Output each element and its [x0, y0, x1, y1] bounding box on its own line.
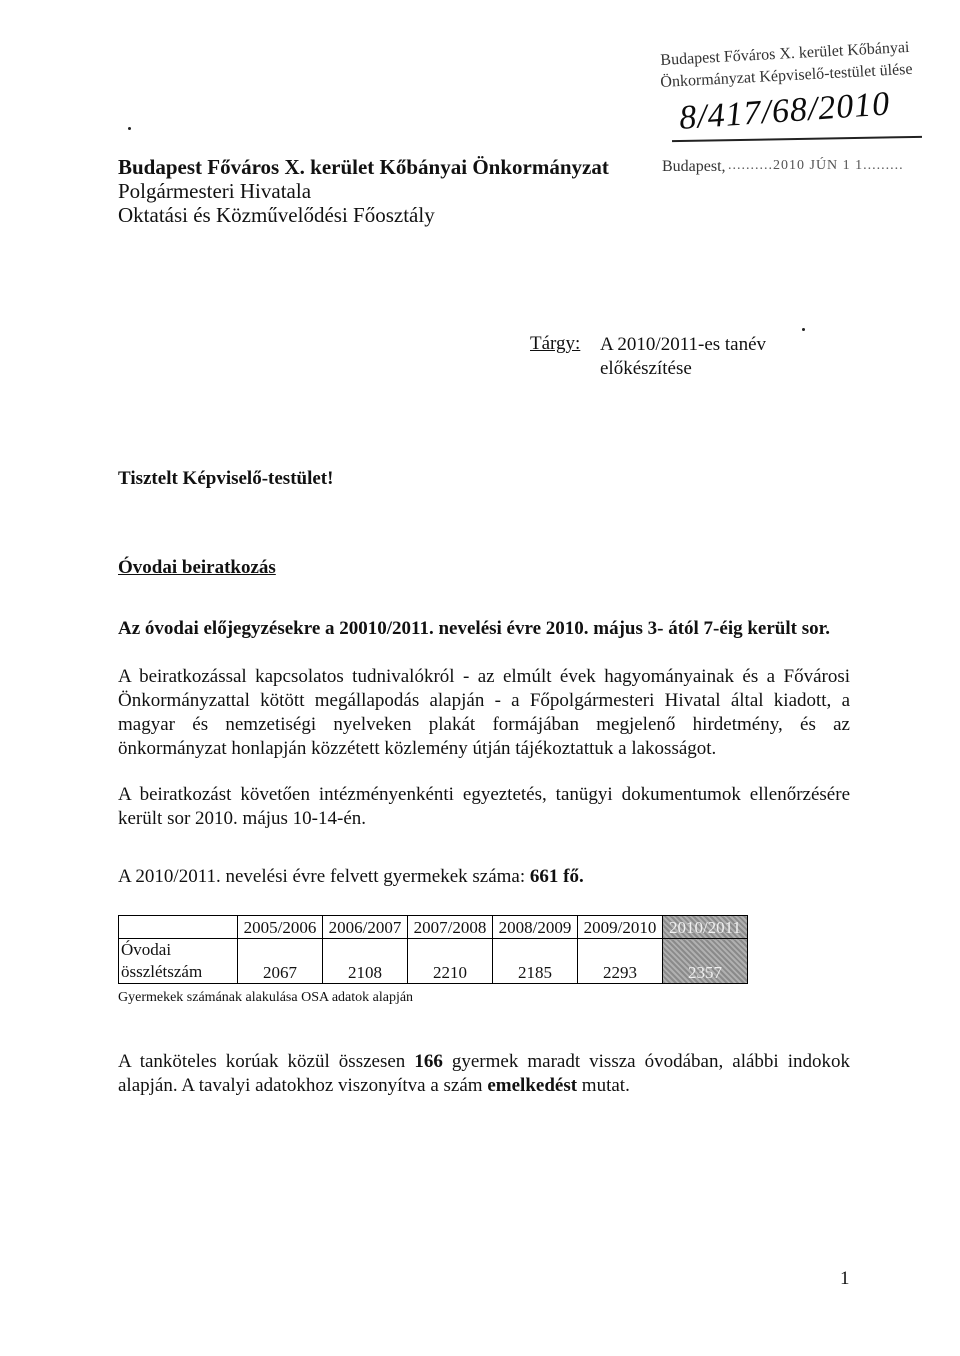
retained-text-c: gyermek maradt vissza óvodában, alábbi indokok alapján. A tavalyi adatokhoz viszonyítva a szám: [118, 1051, 850, 1096]
sender-header: [118, 155, 609, 227]
stamp-city: Budapest,: [662, 158, 726, 175]
retained-trend: emelkedést: [487, 1075, 578, 1096]
row-label-cell: [119, 939, 238, 984]
registration-underline: [672, 136, 922, 142]
sender-line-2: Polgármesteri Hivatala: [118, 179, 312, 203]
subject-value: [600, 333, 766, 381]
value-cell: 2185: [493, 939, 578, 984]
stamp-line-2: Önkormányzat Képviselő-testület ülése: [660, 60, 913, 91]
year-cell: 2005/2006: [238, 916, 323, 939]
retained-count: 166: [414, 1051, 443, 1072]
year-cell: 2008/2009: [493, 916, 578, 939]
table-header-row: [119, 916, 748, 939]
value-cell-current: 2357: [663, 939, 748, 984]
paragraph-information: A beiratkozással kapcsolatos tudnivalókról - az elmúlt évek hagyományainak és a Fővárosi Önkormányzattal kötött megállapodás alapján - a Főpolgármesteri Hivatal által kiadott, a magyar és nemzetiségi nyelveken plakát formájában megjelenő hirdetmény, és az önkormányzat honlapján közzétett közlemény útján tájékoztattuk a lakosságot.: [118, 666, 850, 759]
row-label-line-1: Óvodai: [121, 940, 172, 959]
scan-dot: [128, 127, 131, 130]
subject-value-line-1: A 2010/2011-es tanév: [600, 334, 767, 355]
page-number: 1: [840, 1268, 850, 1289]
retained-text-a: A tanköteles korúak közül összesen: [118, 1051, 415, 1072]
admitted-text: A 2010/2011. nevelési évre felvett gyermekek száma:: [118, 866, 530, 887]
year-cell: 2009/2010: [578, 916, 663, 939]
admitted-value: 661 fő.: [529, 866, 584, 887]
stamp-date: ..........2010 JÚN 1 1.........: [728, 158, 904, 173]
sender-line-3: Oktatási és Közművelődési Főosztály: [118, 203, 435, 227]
year-cell: 2006/2007: [323, 916, 408, 939]
table-corner-cell: [119, 916, 238, 939]
retained-text-e: mutat.: [577, 1075, 630, 1096]
scan-dot: [802, 328, 805, 331]
paragraph-admitted-count: [118, 865, 850, 889]
year-cell-current: 2010/2011: [663, 916, 748, 939]
row-label-line-2: összlétszám: [121, 962, 203, 981]
paragraph-reconciliation: A beiratkozást követően intézményenkénti egyeztetés, tanügyi dokumentumok ellenőrzésére került sor 2010. május 10-14-én.: [118, 784, 850, 829]
value-cell: 2293: [578, 939, 663, 984]
year-cell: 2007/2008: [408, 916, 493, 939]
paragraph-retained-children: [118, 1050, 850, 1098]
value-cell: 2067: [238, 939, 323, 984]
subject-value-line-2: előkészítése: [600, 358, 692, 379]
section-title: Óvodai beiratkozás: [118, 557, 276, 578]
table-row: [119, 939, 748, 984]
handwritten-registration-number: 8/417/68/2010: [678, 85, 892, 137]
value-cell: 2108: [323, 939, 408, 984]
subject-label: Tárgy:: [530, 333, 581, 354]
sender-line-1: Budapest Főváros X. kerület Kőbányai Önkormányzat: [118, 155, 609, 179]
table-caption: Gyermekek számának alakulása OSA adatok alapján: [118, 990, 414, 1005]
greeting: Tisztelt Képviselő-testület!: [118, 468, 334, 489]
stamp-line-1: Budapest Főváros X. kerület Kőbányai: [660, 38, 910, 69]
paragraph-preregistration: Az óvodai előjegyzésekre a 20010/2011. nevelési évre 2010. május 3- ától 7-éig került sor.: [118, 618, 831, 639]
value-cell: 2210: [408, 939, 493, 984]
enrollment-table: [118, 915, 748, 984]
